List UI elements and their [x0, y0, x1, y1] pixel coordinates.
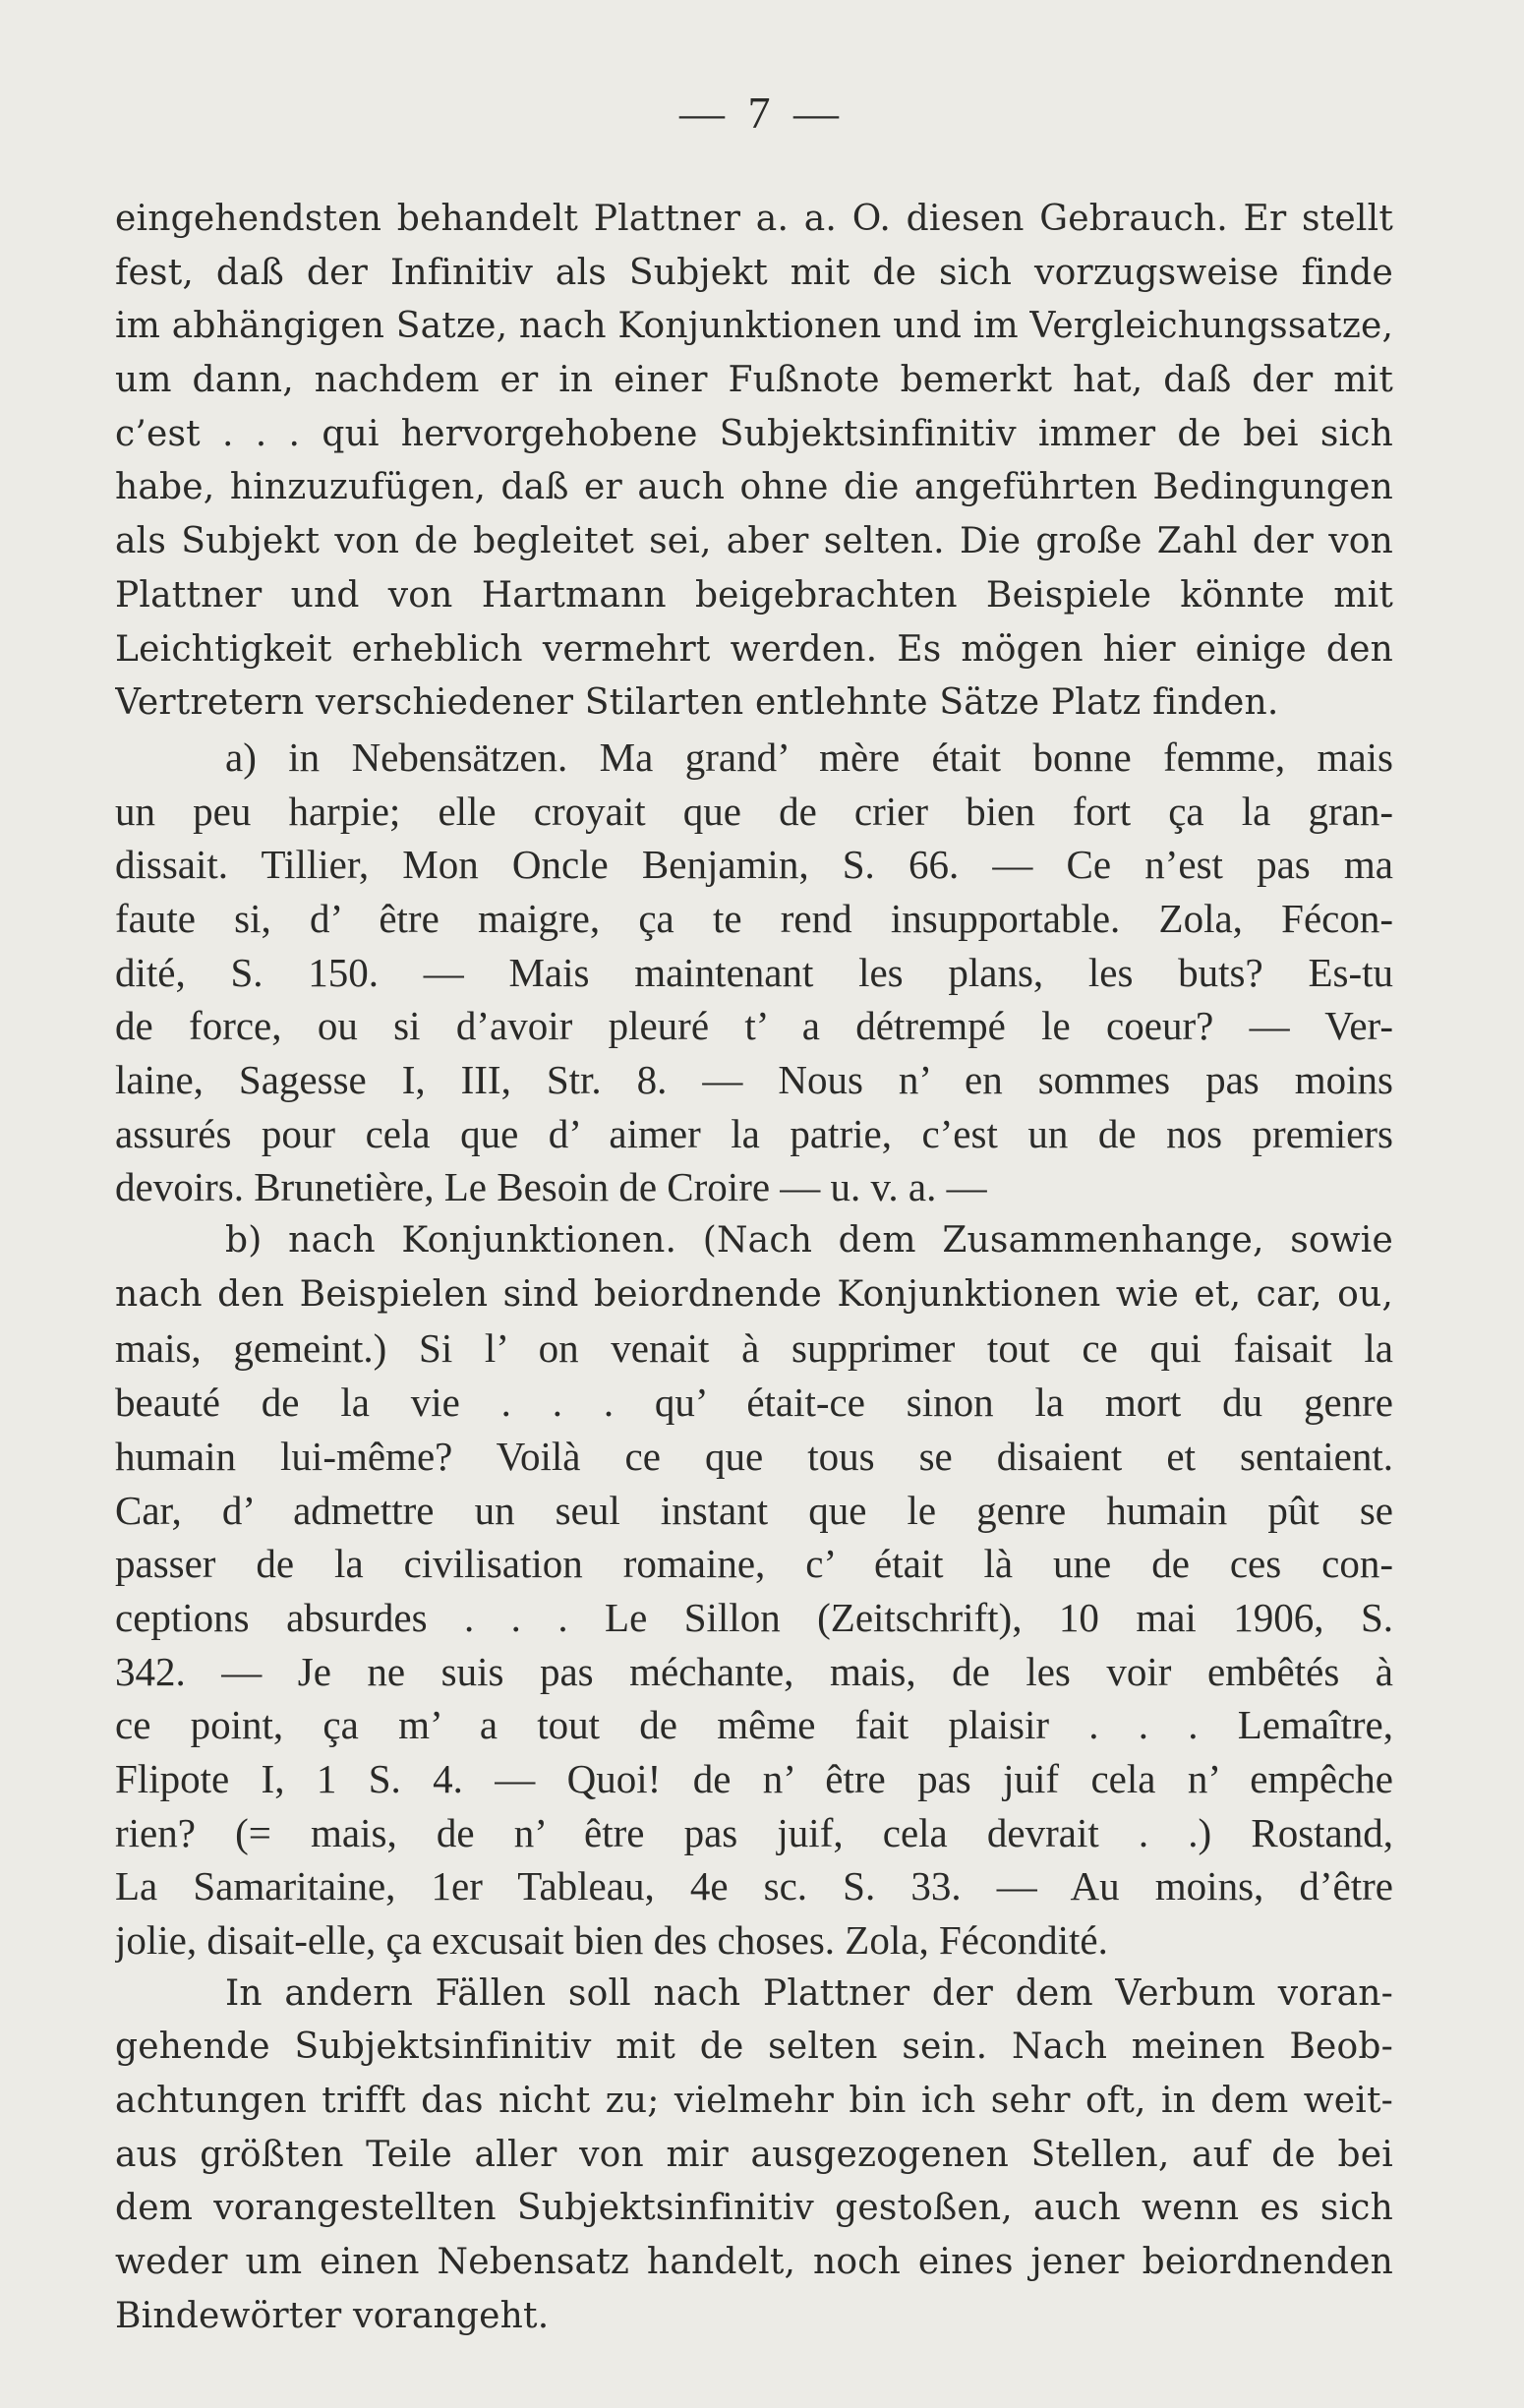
text-line: Bindewörter vorangeht. [115, 2295, 550, 2336]
text-line: Plattner und von Hartmann beigebrachten Beispiele könnte mit [115, 574, 1393, 616]
text-line: nach den Beispielen sind beiordnende Konjunktionen wie et, car, ou, [115, 1273, 1393, 1315]
text-line: ceptions absurdes . . . Le Sillon (Zeitschrift), 10 mai 1906, S. [115, 1594, 1393, 1640]
text-line: ce point, ça m’ a tout de même fait plaisir . . . Lemaître, [115, 1702, 1393, 1748]
text-line: aus größten Teile aller von mir ausgezogenen Stellen, auf de bei [115, 2134, 1393, 2175]
text-line: laine, Sagesse I, III, Str. 8. — Nous n’ en sommes pas moins [115, 1057, 1393, 1102]
text-line: La Samaritaine, 1er Tableau, 4e sc. S. 33. — Au moins, d’être [115, 1863, 1393, 1909]
text-line: passer de la civilisation romaine, c’ était là une de ces con- [115, 1541, 1393, 1587]
text-line: Vertretern verschiedener Stilarten entlehnte Sätze Platz finden. [115, 682, 1279, 724]
text-line: habe, hinzuzufügen, daß er auch ohne die angeführten Bedingungen [115, 467, 1393, 508]
text-line: rien? (= mais, de n’ être pas juif, cela devrait . .) Rostand, [115, 1809, 1393, 1855]
text-line: als Subjekt von de begleitet sei, aber selten. Die große Zahl der von [115, 521, 1393, 562]
text-line: 342. — Je ne suis pas méchante, mais, de les voir embêtés à [115, 1648, 1393, 1694]
text-line: dité, S. 150. — Mais maintenant les plans, les buts? Es-tu [115, 949, 1393, 995]
text-line: In andern Fällen soll nach Plattner der dem Verbum voran- [225, 1972, 1393, 2014]
text-line: un peu harpie; elle croyait que de crier bien fort ça la gran- [115, 788, 1393, 834]
text-line: assurés pour cela que d’ aimer la patrie, c’est un de nos premiers [115, 1110, 1393, 1156]
text-line: im abhängigen Satze, nach Konjunktionen und im Vergleichungssatze, [115, 306, 1393, 347]
text-line: um dann, nachdem er in einer Fußnote bemerkt hat, daß der mit [115, 360, 1393, 401]
text-line: achtungen trifft das nicht zu; vielmehr bin ich sehr oft, in dem weit- [115, 2081, 1393, 2122]
text-line: devoirs. Brunetière, Le Besoin de Croire — u. v. a. — [115, 1164, 987, 1210]
text-line: dem vorangestellten Subjektsinfinitiv gestoßen, auch wenn es sich [115, 2188, 1393, 2229]
text-line: b) nach Konjunktionen. (Nach dem Zusammenhange, sowie [225, 1220, 1393, 1262]
text-line: a) in Nebensätzen. Ma grand’ mère était bonne femme, mais [225, 734, 1393, 780]
text-line: gehende Subjektsinfinitiv mit de selten sein. Nach meinen Beob- [115, 2026, 1393, 2068]
text-line: Car, d’ admettre un seul instant que le genre humain pût se [115, 1487, 1393, 1533]
text-line: fest, daß der Infinitiv als Subjekt mit de sich vorzugsweise finde [115, 252, 1393, 293]
body-text [115, 193, 1393, 2344]
text-line: de force, ou si d’avoir pleuré t’ a détrempé le coeur? — Ver- [115, 1003, 1393, 1049]
text-line: beauté de la vie . . . qu’ était-ce sinon la mort du genre [115, 1380, 1393, 1426]
text-line: eingehendsten behandelt Plattner a. a. O. diesen Gebrauch. Er stellt [115, 199, 1393, 239]
text-line: c’est . . . qui hervorgehobene Subjektsinfinitiv immer de bei sich [115, 413, 1393, 454]
text-line: dissait. Tillier, Mon Oncle Benjamin, S. 66. — Ce n’est pas ma [115, 842, 1393, 888]
text-line: weder um einen Nebensatz handelt, noch eines jener beiordnenden [115, 2242, 1393, 2283]
text-line: Flipote I, 1 S. 4. — Quoi! de n’ être pas juif cela n’ empêche [115, 1755, 1393, 1801]
page-number: — 7 — [679, 88, 845, 138]
text-line: humain lui-même? Voilà ce que tous se disaient et sentaient. [115, 1433, 1393, 1479]
text-line: Leichtigkeit erheblich vermehrt werden. Es mögen hier einige den [115, 628, 1393, 670]
text-line: mais, gemeint.) Si l’ on venait à supprimer tout ce qui faisait la [115, 1325, 1393, 1372]
text-line: faute si, d’ être maigre, ça te rend insupportable. Zola, Fécon- [115, 895, 1393, 941]
text-line: jolie, disait-elle, ça excusait bien des choses. Zola, Fécondité. [115, 1917, 1108, 1963]
